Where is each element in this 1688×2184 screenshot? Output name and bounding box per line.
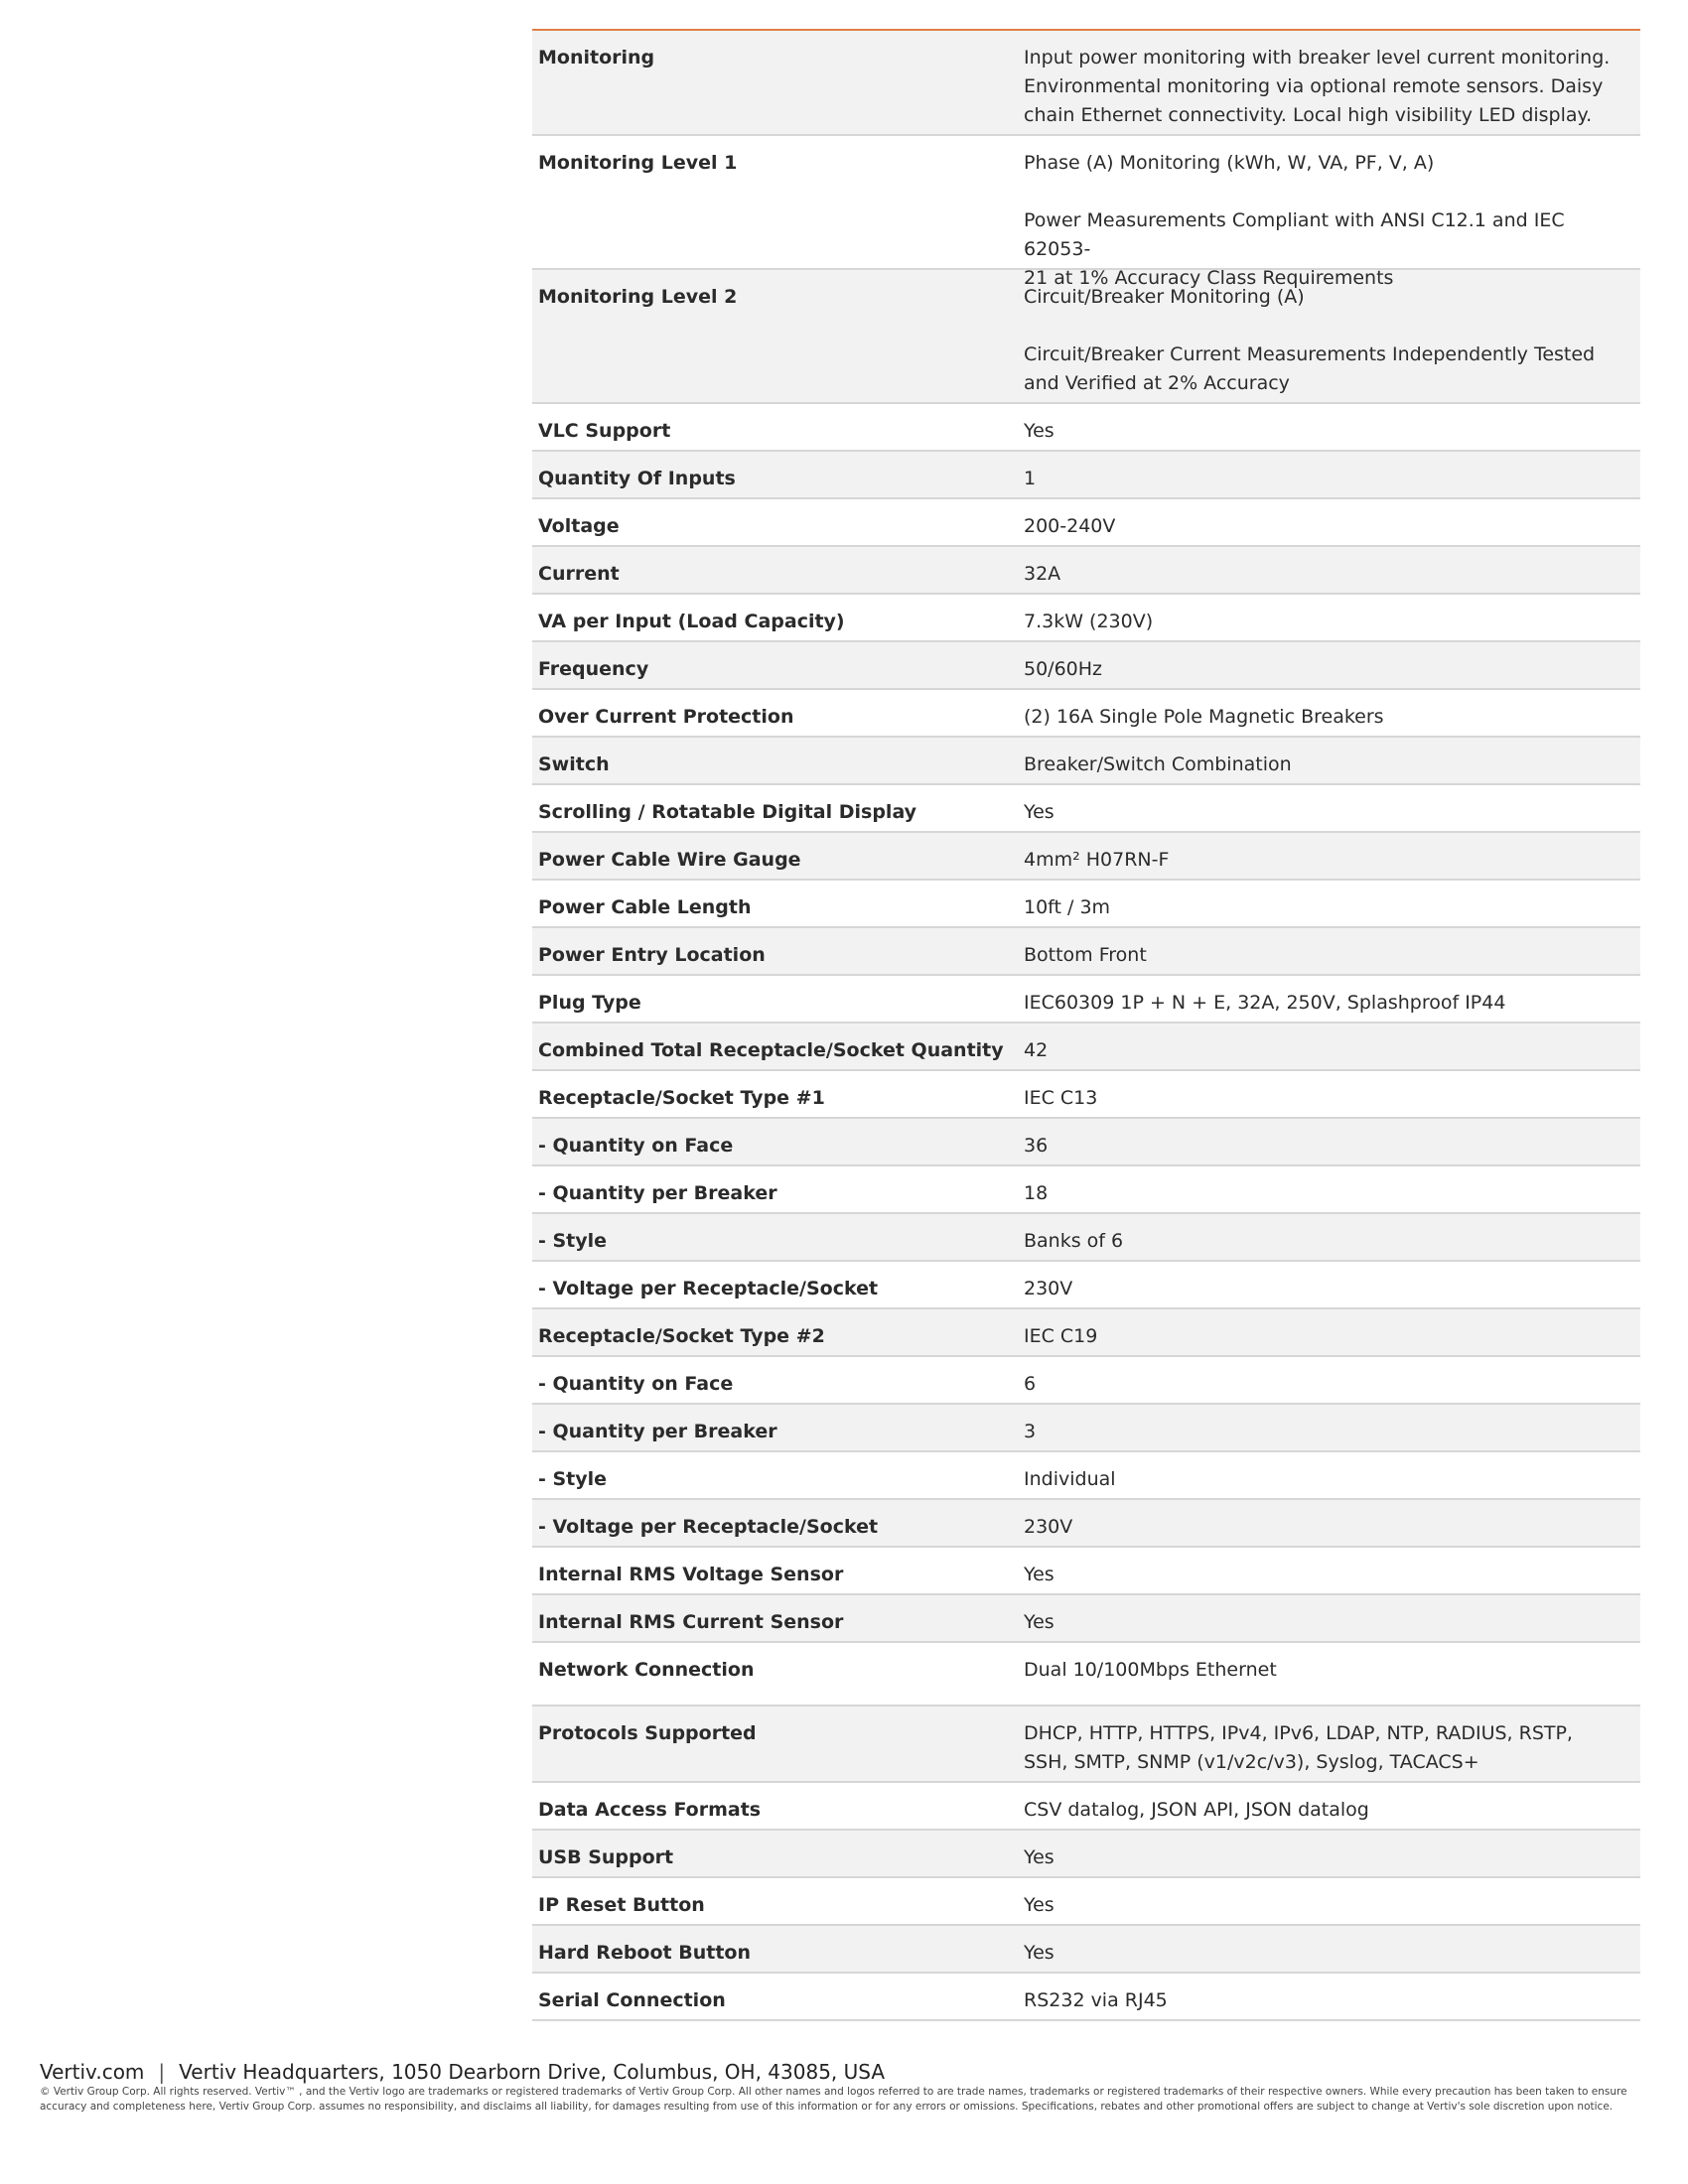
spec-label: - Quantity on Face (538, 1373, 734, 1395)
spec-label: Quantity Of Inputs (538, 468, 736, 489)
spec-value-line: Yes (1024, 801, 1055, 823)
spec-row (532, 881, 1640, 928)
spec-value-line: 4mm² H07RN-F (1024, 849, 1170, 871)
spec-value (1024, 1974, 1640, 2019)
spec-value-line: SSH, SMTP, SNMP (v1/v2c/v3), Syslog, TACACS+ (1024, 1751, 1479, 1773)
spec-value-line: Yes (1024, 1846, 1055, 1868)
spec-label: IP Reset Button (538, 1894, 705, 1916)
spec-value-line (1024, 312, 1620, 341)
spec-label: Switch (538, 753, 610, 775)
spec-row (532, 1926, 1640, 1974)
spec-value (1024, 547, 1640, 593)
footer-separator: | (158, 2060, 166, 2084)
legal-notice: © Vertiv Group Corp. All rights reserved. Vertiv™ , and the Vertiv logo are trademarks or registered trademarks of Vertiv Group Corp. All other names and logos referred to are trade names, trademarks or registered trademarks of their respective owners. While every precaution has been taken to ensure accuracy and completeness here, Vertiv Group Corp. assumes no responsibility, and disclaims all liability, for damages resulting from use of this information or for any errors or omissions. Specifications, rebates and other promotional offers are subject to change at Vertiv's sole discretion upon notice. (40, 2086, 1627, 2113)
spec-value (1024, 1262, 1640, 1307)
spec-label: - Style (538, 1468, 608, 1490)
spec-value-line: IEC60309 1P + N + E, 32A, 250V, Splashproof IP44 (1024, 992, 1506, 1014)
spec-value (1024, 1595, 1640, 1641)
spec-value (1024, 1024, 1640, 1069)
spec-label: Monitoring Level 1 (538, 152, 738, 174)
spec-value-line: IEC C13 (1024, 1087, 1098, 1109)
spec-value-line: 36 (1024, 1135, 1049, 1157)
spec-value (1024, 1831, 1640, 1876)
spec-row (532, 1214, 1640, 1262)
spec-label: Receptacle/Socket Type #1 (538, 1087, 825, 1109)
spec-row (532, 1262, 1640, 1309)
spec-value-line: CSV datalog, JSON API, JSON datalog (1024, 1799, 1369, 1821)
spec-label: Serial Connection (538, 1989, 726, 2011)
spec-row (532, 452, 1640, 499)
spec-label: Monitoring Level 2 (538, 286, 738, 308)
spec-label: Over Current Protection (538, 706, 794, 728)
spec-value (1024, 785, 1640, 831)
spec-label: Hard Reboot Button (538, 1942, 751, 1964)
spec-value (1024, 499, 1640, 545)
spec-value (1024, 595, 1640, 640)
spec-value-line: (2) 16A Single Pole Magnetic Breakers (1024, 706, 1384, 728)
spec-value (1024, 976, 1640, 1022)
spec-label: - Voltage per Receptacle/Socket (538, 1516, 879, 1538)
spec-row (532, 1452, 1640, 1500)
spec-value (1024, 1926, 1640, 1972)
spec-value-line: Environmental monitoring via optional remote sensors. Daisy (1024, 75, 1604, 97)
spec-value (1024, 31, 1640, 134)
spec-value (1024, 642, 1640, 688)
spec-label: - Style (538, 1230, 608, 1252)
spec-row (532, 1595, 1640, 1643)
spec-row (532, 547, 1640, 595)
spec-label: - Voltage per Receptacle/Socket (538, 1278, 879, 1299)
spec-value (1024, 1643, 1640, 1705)
spec-value (1024, 881, 1640, 926)
footer-address: Vertiv Headquarters, 1050 Dearborn Drive, Columbus, OH, 43085, USA (179, 2060, 886, 2084)
spec-value (1024, 1706, 1640, 1781)
spec-value (1024, 270, 1640, 402)
spec-label: VLC Support (538, 420, 671, 442)
spec-label: Current (538, 563, 620, 585)
spec-value (1024, 1405, 1640, 1450)
spec-value (1024, 690, 1640, 736)
spec-value-line: Individual (1024, 1468, 1116, 1490)
spec-value (1024, 1309, 1640, 1355)
spec-value (1024, 1119, 1640, 1164)
spec-row (532, 1024, 1640, 1071)
spec-row (532, 785, 1640, 833)
spec-value-line: 230V (1024, 1278, 1073, 1299)
spec-row (532, 404, 1640, 452)
spec-row (532, 1783, 1640, 1831)
spec-label: Power Cable Wire Gauge (538, 849, 801, 871)
spec-value-line: IEC C19 (1024, 1325, 1098, 1347)
spec-label: Monitoring (538, 47, 655, 68)
spec-row (532, 1119, 1640, 1166)
spec-label: Data Access Formats (538, 1799, 762, 1821)
specifications-table (532, 29, 1640, 2021)
spec-label: Internal RMS Current Sensor (538, 1611, 844, 1633)
spec-row (532, 1166, 1640, 1214)
spec-row (532, 1831, 1640, 1878)
spec-row (532, 1500, 1640, 1548)
spec-value-line: 230V (1024, 1516, 1073, 1538)
spec-row (532, 976, 1640, 1024)
spec-value-line: 7.3kW (230V) (1024, 611, 1154, 632)
spec-value-line: 200-240V (1024, 515, 1116, 537)
spec-value-line: 18 (1024, 1182, 1049, 1204)
spec-row (532, 642, 1640, 690)
spec-row (532, 595, 1640, 642)
spec-row (532, 833, 1640, 881)
spec-value-line: 1 (1024, 468, 1037, 489)
spec-value (1024, 1548, 1640, 1593)
spec-value (1024, 1357, 1640, 1403)
spec-value-line: Circuit/Breaker Monitoring (A) (1024, 286, 1305, 308)
spec-value-line: Circuit/Breaker Current Measurements Independently Tested (1024, 343, 1596, 365)
spec-value-line: Phase (A) Monitoring (kWh, W, VA, PF, V, A) (1024, 152, 1435, 174)
spec-label: Combined Total Receptacle/Socket Quantity (538, 1039, 1004, 1061)
spec-value-line: 50/60Hz (1024, 658, 1103, 680)
spec-value-line: 32A (1024, 563, 1061, 585)
spec-row (532, 1974, 1640, 2021)
spec-row (532, 499, 1640, 547)
spec-label: Frequency (538, 658, 649, 680)
spec-label: Receptacle/Socket Type #2 (538, 1325, 825, 1347)
spec-value-line: 6 (1024, 1373, 1037, 1395)
spec-value-line: Banks of 6 (1024, 1230, 1124, 1252)
spec-value (1024, 404, 1640, 450)
spec-row (532, 31, 1640, 136)
spec-row (532, 1309, 1640, 1357)
spec-row (532, 690, 1640, 738)
spec-row (532, 1878, 1640, 1926)
spec-value-line: 42 (1024, 1039, 1049, 1061)
spec-label: Scrolling / Rotatable Digital Display (538, 801, 917, 823)
spec-row (532, 1706, 1640, 1783)
spec-label: Voltage (538, 515, 620, 537)
spec-value-line: Power Measurements Compliant with ANSI C12.1 and IEC 62053- (1024, 209, 1565, 260)
spec-label: Power Cable Length (538, 896, 752, 918)
spec-row (532, 1405, 1640, 1452)
spec-value (1024, 1166, 1640, 1212)
spec-value (1024, 1214, 1640, 1260)
spec-row (532, 928, 1640, 976)
spec-value (1024, 136, 1640, 289)
spec-value (1024, 1783, 1640, 1829)
spec-value-line: Bottom Front (1024, 944, 1147, 966)
footer-contact (40, 2059, 1628, 2085)
spec-value-line: Input power monitoring with breaker level current monitoring. (1024, 47, 1611, 68)
spec-value-line (1024, 178, 1620, 206)
spec-value-line: Yes (1024, 420, 1055, 442)
spec-value (1024, 833, 1640, 879)
spec-row (532, 136, 1640, 289)
spec-value-line: Dual 10/100Mbps Ethernet (1024, 1659, 1277, 1681)
spec-label: - Quantity on Face (538, 1135, 734, 1157)
spec-value-line: 10ft / 3m (1024, 896, 1111, 918)
spec-value-line: RS232 via RJ45 (1024, 1989, 1168, 2011)
spec-value-line: DHCP, HTTP, HTTPS, IPv4, IPv6, LDAP, NTP, RADIUS, RSTP, (1024, 1722, 1573, 1744)
spec-label: VA per Input (Load Capacity) (538, 611, 845, 632)
footer-website[interactable]: Vertiv.com (40, 2060, 145, 2084)
spec-value (1024, 928, 1640, 974)
spec-label: Network Connection (538, 1659, 755, 1681)
spec-label: Plug Type (538, 992, 641, 1014)
spec-label: USB Support (538, 1846, 674, 1868)
spec-value-line: 3 (1024, 1421, 1037, 1442)
spec-value (1024, 1071, 1640, 1117)
spec-label: Internal RMS Voltage Sensor (538, 1564, 844, 1585)
spec-value-line: Yes (1024, 1564, 1055, 1585)
spec-value (1024, 1452, 1640, 1498)
footer (40, 2059, 1628, 2115)
spec-value-line: Breaker/Switch Combination (1024, 753, 1292, 775)
spec-value (1024, 1500, 1640, 1546)
spec-row (532, 738, 1640, 785)
spec-value (1024, 452, 1640, 497)
spec-row (532, 1643, 1640, 1706)
spec-value-line: and Verified at 2% Accuracy (1024, 372, 1290, 394)
spec-row (532, 1548, 1640, 1595)
spec-value (1024, 1878, 1640, 1924)
spec-value-line: chain Ethernet connectivity. Local high visibility LED display. (1024, 104, 1593, 126)
spec-value (1024, 738, 1640, 783)
spec-value-line: 21 at 1% Accuracy Class Requirements (1024, 267, 1394, 289)
spec-label: Protocols Supported (538, 1722, 757, 1744)
spec-label: - Quantity per Breaker (538, 1182, 777, 1204)
spec-label: Power Entry Location (538, 944, 766, 966)
spec-value-line: Yes (1024, 1894, 1055, 1916)
spec-value-line: Yes (1024, 1611, 1055, 1633)
spec-value-line: Yes (1024, 1942, 1055, 1964)
spec-label: - Quantity per Breaker (538, 1421, 777, 1442)
spec-row (532, 1071, 1640, 1119)
spec-row (532, 1357, 1640, 1405)
spec-row (532, 270, 1640, 404)
